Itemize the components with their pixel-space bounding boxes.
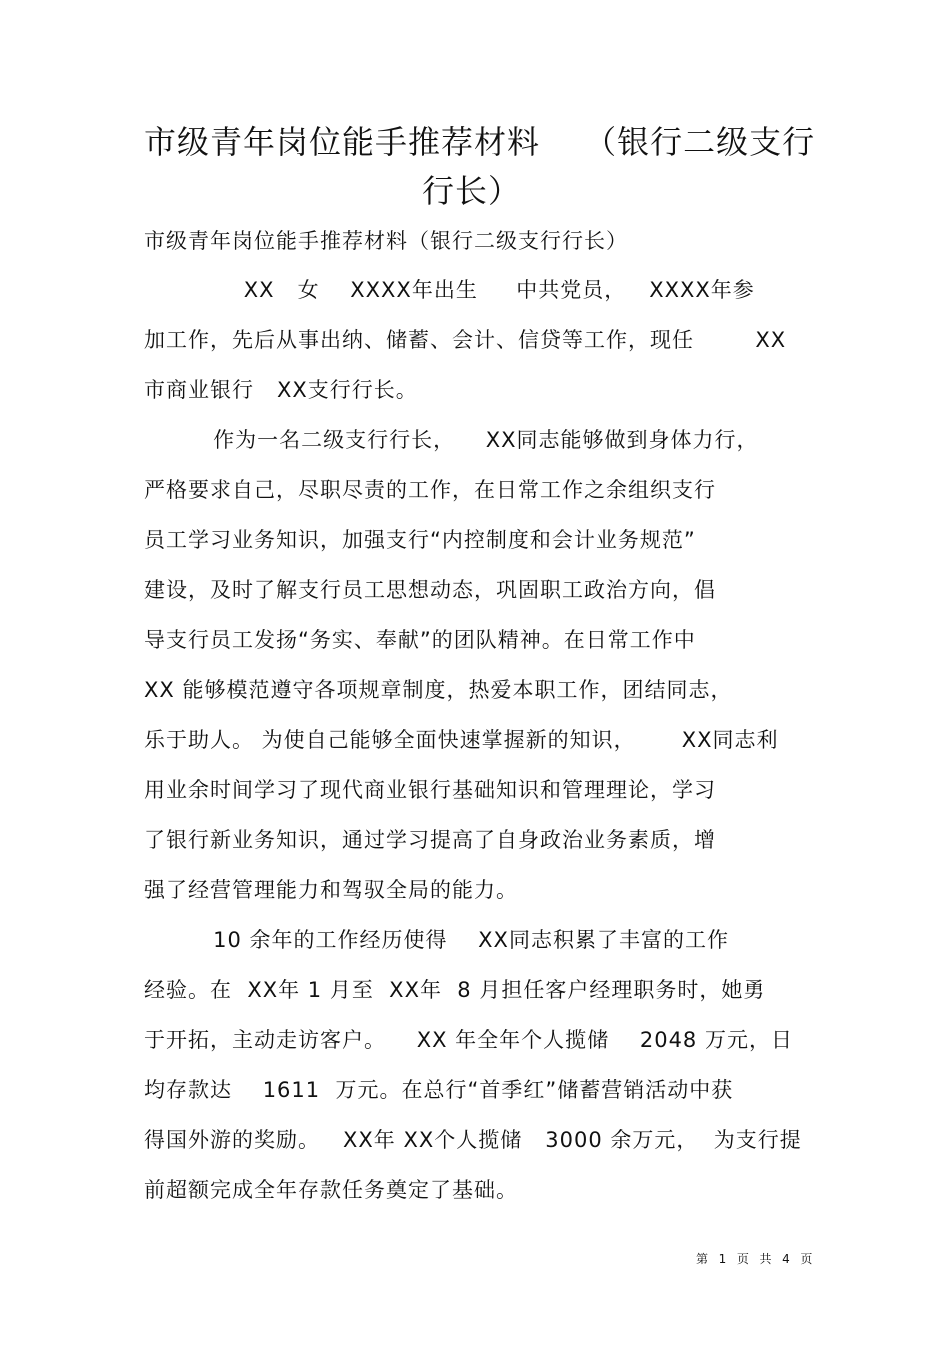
body-line: 作为一名二级支行行长， XX同志能够做到身体力行， bbox=[144, 428, 759, 452]
body-line: 乐于助人。 为使自己能够全面快速掌握新的知识， XX同志利 bbox=[144, 728, 779, 752]
body-line: 严格要求自己，尽职尽责的工作，在日常工作之余组织支行 bbox=[144, 478, 716, 502]
body-line: XX 能够模范遵守各项规章制度，热爱本职工作，团结同志， bbox=[144, 678, 733, 702]
body-line: 了银行新业务知识，通过学习提高了自身政治业务素质，增 bbox=[144, 828, 716, 852]
body-line: 经验。在 XX年 1 月至 XX年 8 月担任客户经理职务时，她勇 bbox=[144, 978, 766, 1002]
page-number-footer: 第 1 页 共 4 页 bbox=[696, 1252, 814, 1266]
document-title-line-1: 市级青年岗位能手推荐材料 （银行二级支行 bbox=[144, 123, 816, 161]
body-line: 强了经营管理能力和驾驭全局的能力。 bbox=[144, 878, 518, 902]
body-line: XX 女 XXXX年出生 中共党员， XXXX年参 bbox=[144, 278, 755, 302]
body-line: 10 余年的工作经历使得 XX同志积累了丰富的工作 bbox=[144, 928, 729, 952]
body-line: 用业余时间学习了现代商业银行基础知识和管理理论，学习 bbox=[144, 778, 716, 802]
body-line: 于开拓，主动走访客户。 XX 年全年个人揽储 2048 万元，日 bbox=[144, 1028, 793, 1052]
document-subtitle: 市级青年岗位能手推荐材料（银行二级支行行长） bbox=[144, 229, 628, 253]
document-title-line-2: 行长） bbox=[422, 172, 522, 210]
body-line: 市商业银行 XX支行行长。 bbox=[144, 378, 418, 402]
body-line: 加工作，先后从事出纳、储蓄、会计、信贷等工作，现任 XX bbox=[144, 328, 787, 352]
body-line: 前超额完成全年存款任务奠定了基础。 bbox=[144, 1178, 518, 1202]
body-line: 均存款达 1611 万元。在总行“首季红”储蓄营销活动中获 bbox=[144, 1078, 734, 1102]
body-line: 导支行员工发扬“务实、奉献”的团队精神。在日常工作中 bbox=[144, 628, 696, 652]
body-line: 建设，及时了解支行员工思想动态，巩固职工政治方向，倡 bbox=[144, 578, 716, 602]
body-line: 得国外游的奖励。 XX年 XX个人揽储 3000 余万元， 为支行提 bbox=[144, 1128, 802, 1152]
body-line: 员工学习业务知识，加强支行“内控制度和会计业务规范” bbox=[144, 528, 696, 552]
